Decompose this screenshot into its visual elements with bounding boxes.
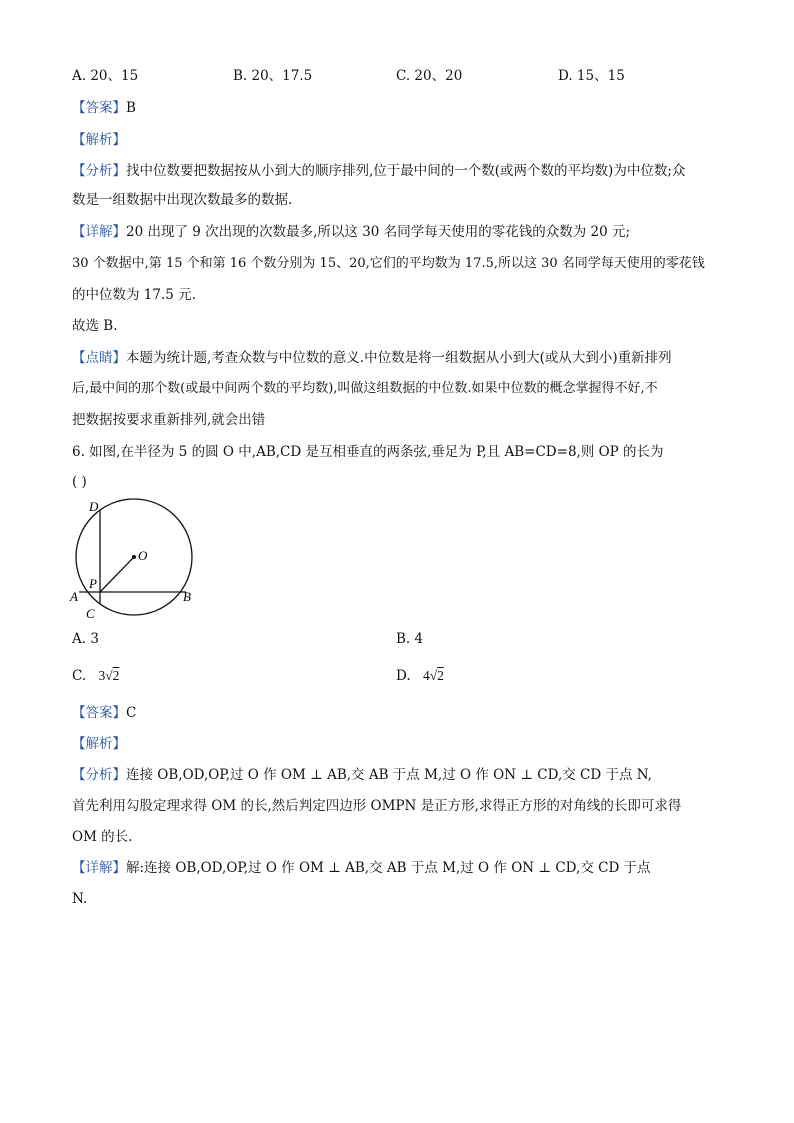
q6-answer [72,703,136,723]
q6-option-a: A. 3 [72,631,99,647]
answer-value: B [126,100,136,116]
center-point-o [132,555,136,559]
xiangjie-text: 解:连接 OB,OD,OP,过 O 作 OM ⊥ AB,交 AB 于点 M,过 O 作 ON ⊥ CD,交 CD 于点 [126,860,651,876]
analysis-tag: 【解析】 [72,736,126,752]
q6-fenxi-line-3: OM 的长. [72,829,133,845]
answer-value: C [126,705,137,721]
label-p: P [89,576,97,591]
option-c-prefix: C. [72,668,87,684]
q5-xiangjie-line-1 [72,222,630,242]
q6-option-d [396,666,444,686]
q5-xiangjie-line-2: 30 个数据中,第 15 个和第 16 个数分别为 15、20,它们的平均数为 17.5,所以这 30 名同学每天使用的零花钱 [72,256,705,271]
label-o: O [138,548,148,563]
q5-option-b: B. 20、17.5 [233,68,313,84]
q6-xiangjie-line-2: N. [72,891,88,907]
q5-analysis-tag [72,130,126,150]
q5-xiangjie-line-3: 的中位数为 17.5 元. [72,287,196,303]
analysis-tag: 【解析】 [72,132,126,148]
q5-answer [72,98,136,118]
option-c-radicand: 2 [112,668,120,683]
q6-stem-line-1: 6. 如图,在半径为 5 的圆 O 中,AB,CD 是互相垂直的两条弦,垂足为 P,且 AB=CD=8,则 OP 的长为 [72,444,664,460]
q5-option-c: C. 20、20 [396,68,463,84]
q6-circle-figure [64,496,204,626]
q5-dianjing-line-2: 后,最中间的那个数(或最中间两个数的平均数),叫做这组数据的中位数.如果中位数的概念掌握得不好,不 [72,381,658,396]
fenxi-tag: 【分析】 [72,163,126,179]
q6-stem-line-2: ( ) [72,474,87,490]
q5-dianjing-line-1 [72,348,672,368]
xiangjie-text: 20 出现了 9 次出现的次数最多,所以这 30 名同学每天使用的零花钱的众数为 20 元; [126,224,631,240]
fenxi-tag: 【分析】 [72,767,126,783]
q5-dianjing-line-3: 把数据按要求重新排列,就会出错 [72,412,266,428]
q5-option-d: D. 15、15 [558,68,625,84]
q6-fenxi-line-1 [72,765,652,785]
q6-analysis-tag [72,734,126,754]
q6-option-b: B. 4 [396,631,424,647]
option-c-coef: 3 [98,668,106,683]
answer-tag: 【答案】 [72,100,126,116]
segment-op [100,557,134,592]
q6-xiangjie-line-1 [72,858,651,878]
answer-tag: 【答案】 [72,705,126,721]
fenxi-text: 找中位数要把数据按从小到大的顺序排列,位于最中间的一个数(或两个数的平均数)为中位数;众 [126,163,686,179]
option-d-radicand: 2 [437,668,444,683]
q5-fenxi-line-2: 数是一组数据中出现次数最多的数据. [72,192,293,208]
label-b: B [183,589,191,604]
label-a: A [70,589,78,604]
option-c-value: 3√2 [98,668,120,683]
label-d: D [89,499,99,514]
option-d-coef: 4 [422,668,430,683]
xiangjie-tag: 【详解】 [72,860,126,876]
option-d-value: 4√2 [422,668,444,683]
dianjing-text: 本题为统计题,考查众数与中位数的意义.中位数是将一组数据从小到大(或从大到小)重新排列 [126,350,672,366]
q6-fenxi-line-2: 首先利用勾股定理求得 OM 的长,然后判定四边形 OMPN 是正方形,求得正方形的对角线的长即可求得 [72,798,682,814]
dianjing-tag: 【点睛】 [72,350,126,366]
xiangjie-tag: 【详解】 [72,224,126,240]
q5-xiangjie-line-4: 故选 B. [72,318,118,334]
option-d-prefix: D. [396,668,411,684]
q5-option-a: A. 20、15 [72,68,139,84]
q5-fenxi-line-1 [72,161,685,181]
fenxi-text: 连接 OB,OD,OP,过 O 作 OM ⊥ AB,交 AB 于点 M,过 O 作 ON ⊥ CD,交 CD 于点 N, [126,767,653,783]
label-c: C [86,606,95,621]
q6-option-c [72,666,119,686]
